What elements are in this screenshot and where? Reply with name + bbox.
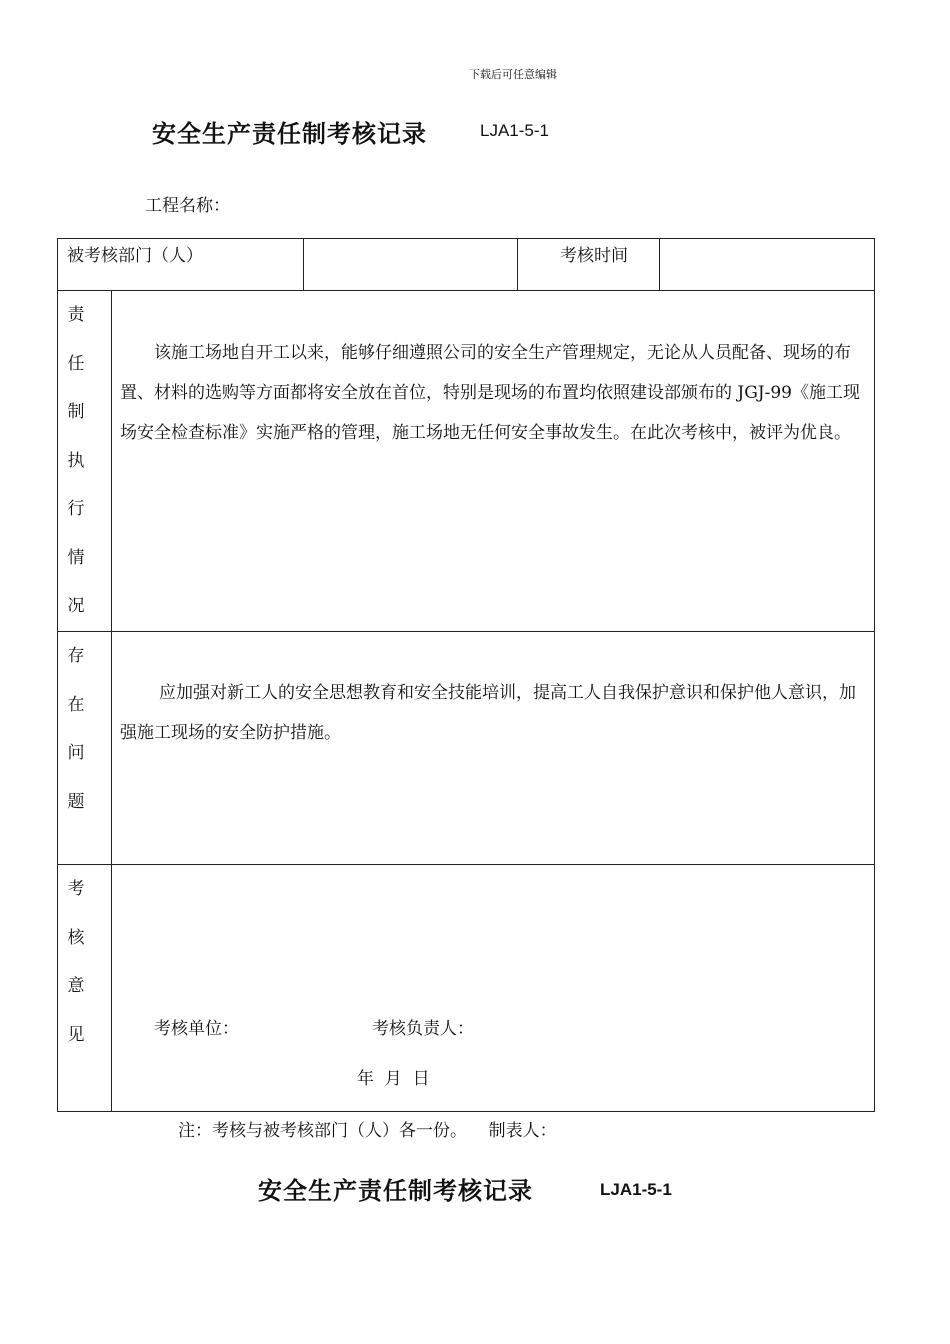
- footer-note: 注：考核与被考核部门（人）各一份。 制表人：: [178, 1121, 557, 1141]
- assessment-unit-label: 考核单位：: [154, 1019, 239, 1039]
- column-divider: [517, 239, 518, 290]
- execution-content: 该施工场地自开工以来，能够仔细遵照公司的安全生产管理规定，无论从人员配备、现场的布置、材料的选购等方面都将安全放在首位，特别是现场的布置均依照建设部颁布的 JGJ-99《施工现场安全检查标准》实施严格的管理，施工场地无任何安全事故发生。在此次考核中，被评为优良。: [120, 343, 860, 443]
- label-char: 责: [67, 305, 85, 325]
- label-char: 行: [67, 499, 85, 519]
- label-char: 任: [67, 353, 85, 374]
- label-char: 考: [67, 879, 85, 899]
- label-char: 意: [67, 976, 85, 996]
- section-execution-label: [58, 291, 94, 631]
- label-char: 制: [67, 402, 85, 422]
- label-char: 存: [67, 646, 85, 666]
- label-char: 在: [67, 694, 85, 715]
- column-divider: [659, 239, 660, 290]
- label-char: 问: [67, 743, 85, 763]
- label-char: 核: [67, 927, 85, 948]
- row-divider: [58, 290, 874, 291]
- row-divider: [58, 864, 874, 865]
- project-name-label: 工程名称：: [145, 196, 230, 216]
- form-code-repeat: LJA1-5-1: [600, 1180, 672, 1199]
- label-char: 见: [67, 1024, 85, 1045]
- page-title: 安全生产责任制考核记录: [152, 120, 427, 148]
- date-label: 年 月 日: [357, 1069, 430, 1089]
- label-char: 情: [67, 547, 85, 568]
- issues-content: 应加强对新工人的安全思想教育和安全技能培训，提高工人自我保护意识和保护他人意识，加强施工现场的安全防护措施。: [120, 683, 856, 743]
- row-divider: [58, 631, 874, 632]
- label-char: 题: [67, 791, 85, 812]
- dept-label: 被考核部门（人）: [67, 246, 203, 266]
- label-column-divider: [111, 290, 112, 1112]
- section-opinion-label: [58, 865, 94, 1059]
- header-note: 下载后可任意编辑: [469, 68, 557, 81]
- assessment-responsible-label: 考核负责人：: [372, 1019, 474, 1039]
- assessment-time-label: 考核时间: [560, 246, 628, 266]
- column-divider: [303, 239, 304, 290]
- section-issues-label: [58, 632, 94, 826]
- page-title-repeat: 安全生产责任制考核记录: [258, 1177, 533, 1205]
- form-code: LJA1-5-1: [480, 121, 549, 140]
- label-char: 况: [67, 596, 85, 616]
- label-char: 执: [67, 450, 85, 471]
